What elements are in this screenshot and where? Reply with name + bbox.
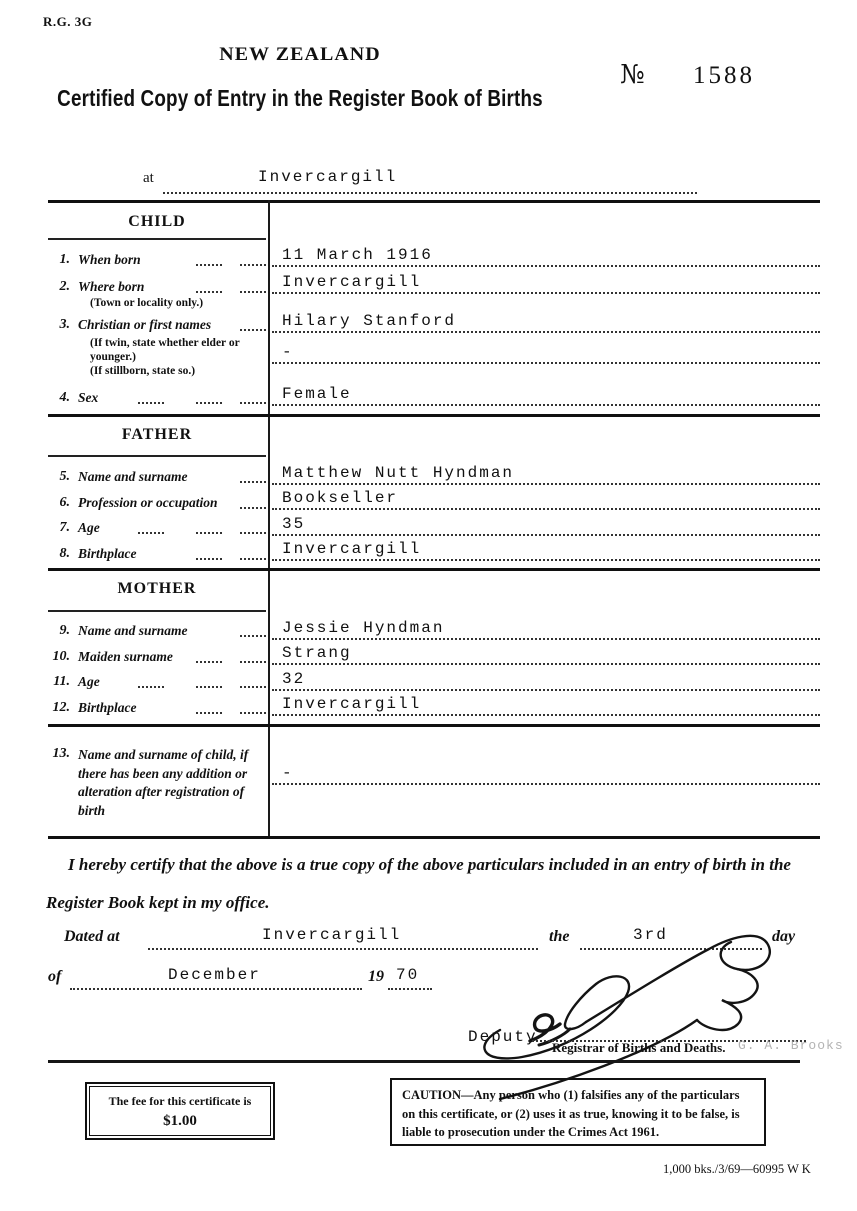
rule-top [48,200,820,203]
field-line-christian-names [272,309,820,333]
field-line-addition-alteration [272,761,820,785]
registrar-stamp-name: G. A. Brooks [738,1038,844,1053]
field-line-father-profession [272,486,820,510]
section-heading-child: CHILD [128,213,186,230]
value-father-birthplace: Invercargill [282,540,422,558]
value-father-profession: Bookseller [282,489,399,507]
child-underline [48,238,266,240]
print-imprint: 1,000 bks./3/69—60995 W K [663,1162,811,1176]
value-christian-names: Hilary Stanford [282,312,457,330]
field-line-when-born [272,243,820,267]
value-addition-alteration: - [282,764,294,782]
certification-statement: I hereby certify that the above is a true copy of the above particulars included in an entry of birth in the Register Book kept in my office. [46,855,791,912]
at-value: Invercargill [258,168,398,186]
value-mother-birthplace: Invercargill [282,695,422,713]
field-line-father-name [272,461,820,485]
value-where-born: Invercargill [282,273,422,291]
dated-at-label: Dated at [64,928,120,945]
field-line-twin [272,340,820,364]
field-label-where-born: Where born [78,279,145,294]
at-dotted-line [163,172,697,194]
field-label-christian-names: Christian or first names [78,317,212,332]
field-number: 2. [59,279,70,294]
value-father-name: Matthew Nutt Hyndman [282,464,515,482]
caution-box: CAUTION—Any person who (1) falsifies any of the particulars on this certificate, or (2) uses it as true, knowing it to be false, is liable to prosecution under the Crimes Act 1961. [390,1078,766,1146]
field-line-mother-age [272,667,820,691]
field-number: 3. [59,317,70,332]
field-number: 9. [59,623,70,638]
value-twin: - [282,343,294,361]
father-underline [48,455,266,457]
field-label-father-name: Name and surname [78,469,188,484]
country-title: NEW ZEALAND [219,44,381,65]
value-sex: Female [282,385,352,403]
value-mother-name: Jessie Hyndman [282,619,445,637]
field-number: 7. [59,520,70,535]
field-label-mother-name: Name and surname [78,623,188,638]
field-label-father-birthplace: Birthplace [78,546,137,561]
form-code: R.G. 3G [43,14,93,29]
registrar-label: Registrar of Births and Deaths. [552,1040,726,1055]
field-line-mother-birthplace [272,692,820,716]
field-number: 4. [59,390,70,405]
value-father-age: 35 [282,515,306,533]
field-label-maiden-surname: Maiden surname [78,649,173,664]
field-label-father-profession: Profession or occupation [78,495,218,510]
fee-text: The fee for this certificate is [108,1094,252,1108]
fee-box [85,1082,275,1140]
field-note-where-born: (Town or locality only.) [90,297,204,309]
deputy-label: Deputy [468,1028,538,1046]
field-number: 13. [52,746,70,761]
mother-underline [48,610,266,612]
document-title: Certified Copy of Entry in the Register Book of Births [57,85,543,111]
rule-after-father [48,568,820,571]
field-label-mother-birthplace: Birthplace [78,700,137,715]
section-heading-mother: MOTHER [117,580,197,597]
year-suffix: 70 [396,966,420,984]
rule-table-bottom [48,836,820,839]
field-line-sex [272,382,820,406]
number-symbol: № [620,60,645,90]
field-label-when-born: When born [78,252,141,267]
field-line-where-born [272,270,820,294]
field-note-twin: (If twin, state whether elder or younger.) [90,337,240,363]
field-label-mother-age: Age [78,674,100,689]
year-prefix: 19 [368,968,384,985]
field-number: 6. [59,495,70,510]
field-label-sex: Sex [78,390,99,405]
month-value: December [168,966,261,984]
value-when-born: 11 March 1916 [282,246,433,264]
field-label-father-age: Age [78,520,100,535]
fee-amount: $1.00 [163,1113,197,1129]
of-label: of [48,968,62,985]
the-label: the [549,928,570,945]
field-note-stillborn: (If stillborn, state so.) [90,365,196,377]
section-heading-father: FATHER [121,426,193,443]
rule-after-mother [48,724,820,727]
field-line-father-birthplace [272,537,820,561]
field-number: 12. [52,700,70,715]
value-maiden-surname: Strang [282,644,352,662]
field-number: 8. [59,546,70,561]
field-line-mother-name [272,616,820,640]
day-label: day [772,928,796,945]
certificate-number: 1588 [693,62,755,89]
field-number: 10. [52,649,70,664]
at-label: at [143,170,154,186]
field-number: 1. [59,252,70,267]
bottom-rule [48,1060,800,1063]
field-line-maiden-surname [272,641,820,665]
field-label-addition-alteration: Name and surname of child, if there has been any addition or alteration after registration of birth [78,747,249,818]
value-mother-age: 32 [282,670,306,688]
day-value: 3rd [633,926,668,944]
field-number: 11. [53,674,70,689]
field-number: 5. [59,469,70,484]
dated-place-value: Invercargill [262,926,402,944]
rule-after-child [48,414,820,417]
field-line-father-age [272,512,820,536]
